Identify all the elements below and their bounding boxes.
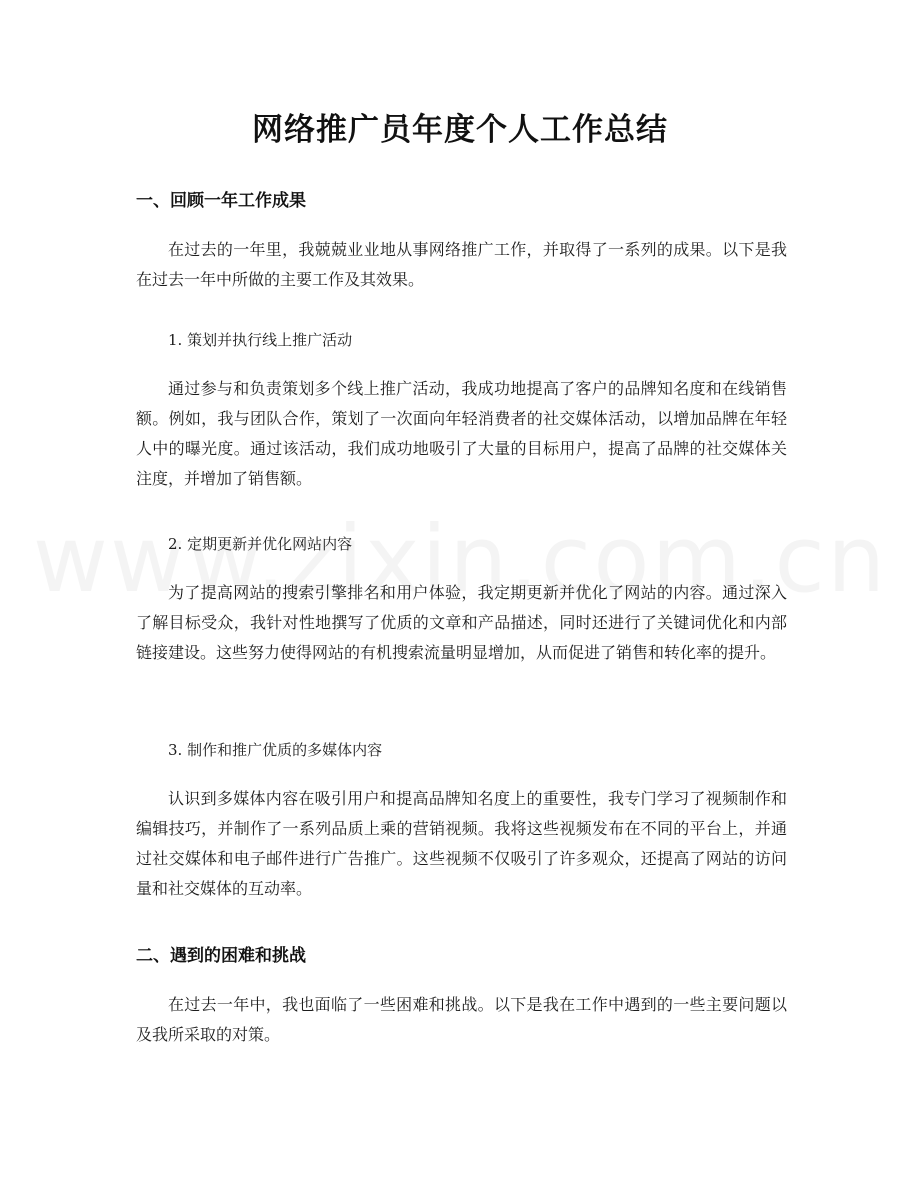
item-3-paragraph: 认识到多媒体内容在吸引用户和提高品牌知名度上的重要性，我专门学习了视频制作和编辑技巧，并制作了一系列品质上乘的营销视频。我将这些视频发布在不同的平台上，并通过社交媒体和电子邮件进行广告推广。这些视频不仅吸引了许多观众，还提高了网站的访问量和社交媒体的互动率。 — [136, 789, 787, 898]
item-2-paragraph: 为了提高网站的搜索引擎排名和用户体验，我定期更新并优化了网站的内容。通过深入了解目标受众，我针对性地撰写了优质的文章和产品描述，同时还进行了关键词优化和内部链接建设。这些努力使得网站的有机搜索流量明显增加，从而促进了销售和转化率的提升。 — [136, 583, 787, 662]
item-2-label: 2. 定期更新并优化网站内容 — [168, 535, 353, 553]
section-heading-1: 一、回顾一年工作成果 — [136, 191, 306, 211]
item-1-label: 1. 策划并执行线上推广活动 — [168, 331, 353, 349]
item-1-paragraph: 通过参与和负责策划多个线上推广活动，我成功地提高了客户的品牌知名度和在线销售额。例如，我与团队合作，策划了一次面向年轻消费者的社交媒体活动，以增加品牌在年轻人中的曝光度。通过该活动，我们成功地吸引了大量的目标用户，提高了品牌的社交媒体关注度，并增加了销售额。 — [136, 379, 787, 488]
page-title: 网络推广员年度个人工作总结 — [252, 112, 668, 148]
section-2-intro: 在过去一年中，我也面临了一些困难和挑战。以下是我在工作中遇到的一些主要问题以及我所采取的对策。 — [136, 995, 787, 1044]
section-1-intro: 在过去的一年里，我兢兢业业地从事网络推广工作，并取得了一系列的成果。以下是我在过去一年中所做的主要工作及其效果。 — [136, 240, 787, 289]
item-3-label: 3. 制作和推广优质的多媒体内容 — [168, 741, 383, 759]
section-heading-2: 二、遇到的困难和挑战 — [136, 946, 306, 966]
